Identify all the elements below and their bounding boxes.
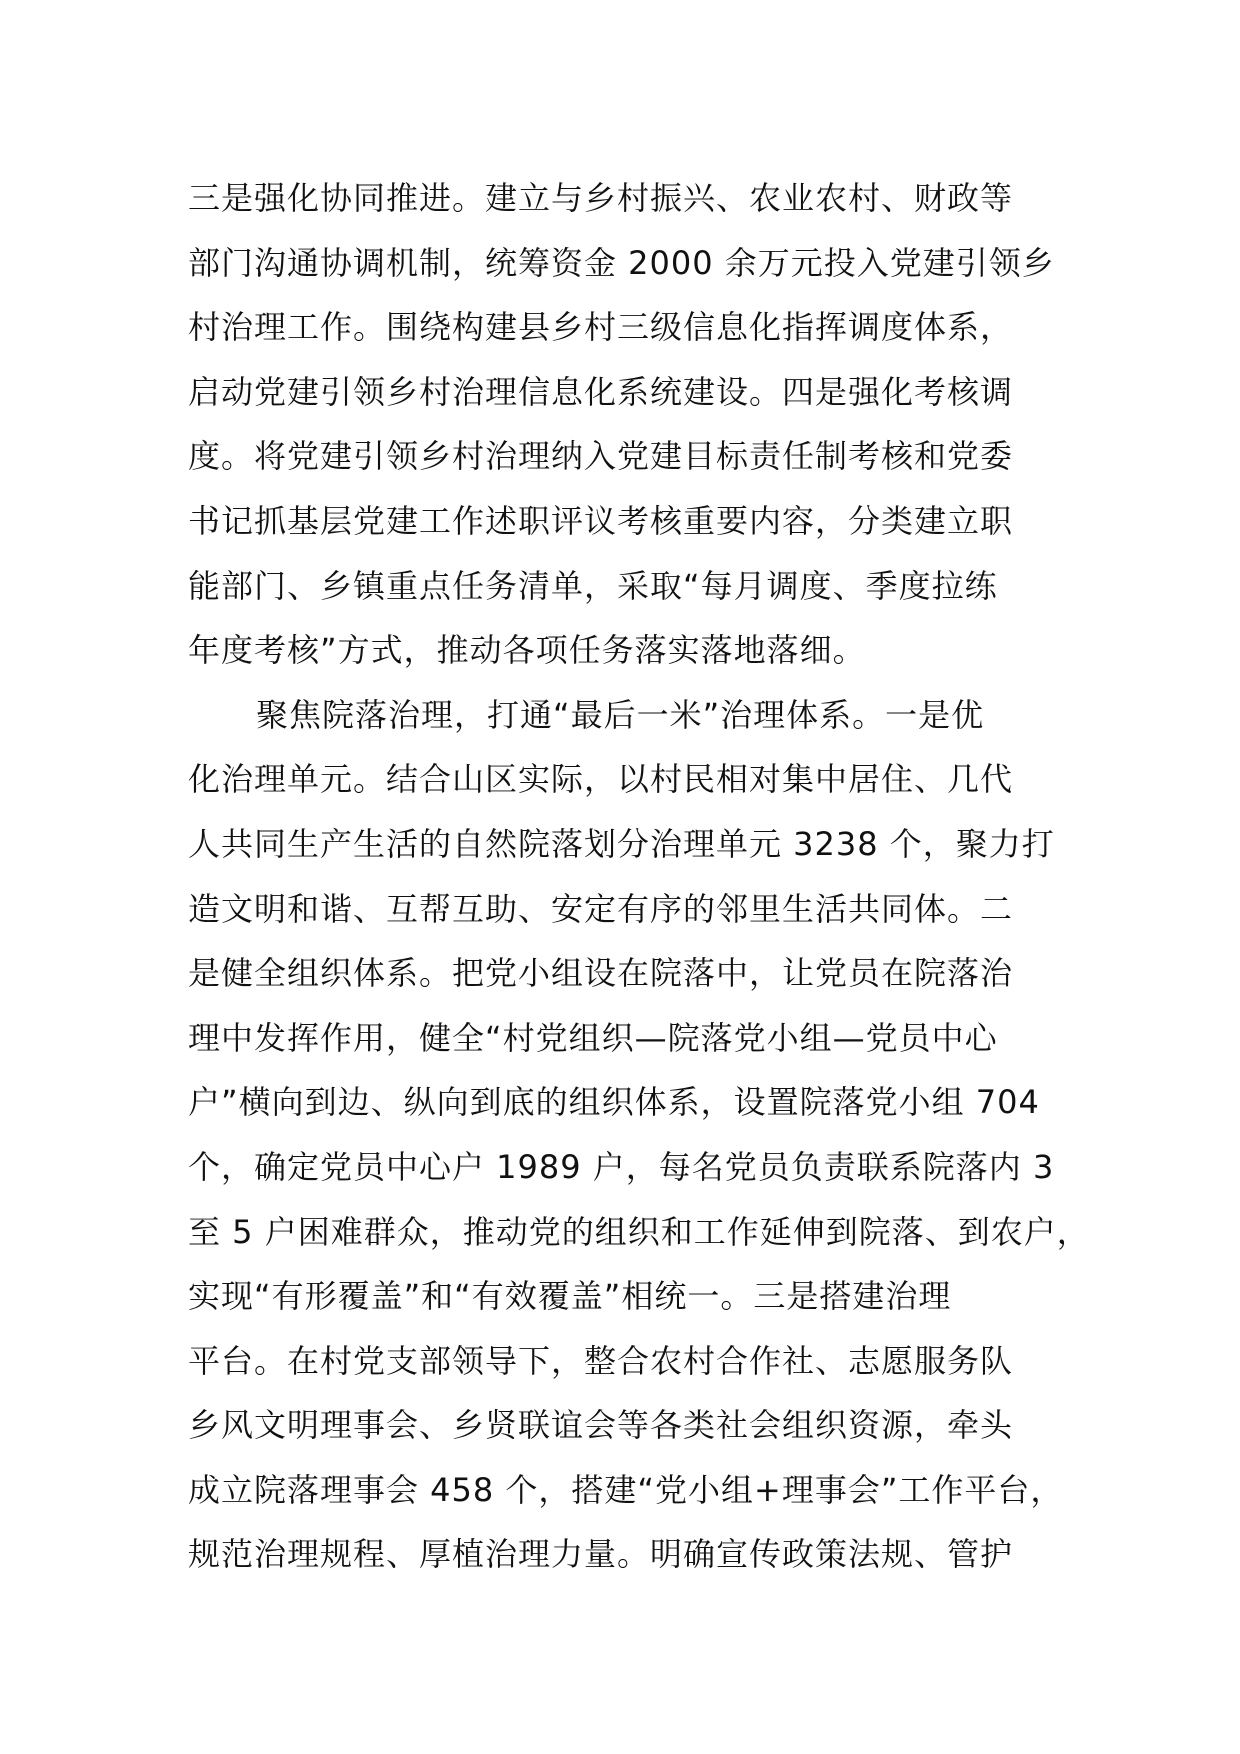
text-line: 书记抓基层党建工作述职评议考核重要内容，分类建立职 [188,501,1014,540]
text-line: 造文明和谐、互帮互助、安定有序的邻里生活共同体。二 [188,889,1014,928]
text-line: 是健全组织体系。把党小组设在院落中，让党员在院落治 [188,954,1014,993]
body-text [188,166,1090,1587]
text-line: 三是强化协同推进。建立与乡村振兴、农业农村、财政等 [188,179,1014,217]
text-line: 平台。在村党支部领导下，整合农村合作社、志愿服务队 [188,1341,1014,1380]
text-line: 年度考核”方式，推动各项任务落实落地落细。 [188,631,866,670]
text-line: 实现“有形覆盖”和“有效覆盖”相统一。三是搭建治理 [188,1277,952,1316]
text-line: 个，确定党员中心户 1989 户，每名党员负责联系院落内 3 [188,1147,1055,1186]
paragraph-heading-line: 聚焦院落治理，打通“最后一米”治理体系。一是优 [256,695,985,734]
text-line: 成立院落理事会 458 个，搭建“党小组+理事会”工作平台， [188,1470,1064,1509]
text-line: 乡风文明理事会、乡贤联谊会等各类社会组织资源，牵头 [188,1406,1014,1445]
text-line: 人共同生产生活的自然院落划分治理单元 3238 个，聚力打 [188,824,1055,863]
text-line: 能部门、乡镇重点任务清单，采取“每月调度、季度拉练 [188,566,998,605]
text-line: 理中发挥作用，健全“村党组织—院落党小组—党员中心 [188,1018,998,1057]
text-line: 至 5 户困难群众，推动党的组织和工作延伸到院落、到农户， [188,1212,1090,1251]
text-line: 村治理工作。围绕构建县乡村三级信息化指挥调度体系， [188,308,1014,347]
text-line: 部门沟通协调机制，统筹资金 2000 余万元投入党建引领乡 [188,243,1055,282]
text-line: 规范治理规程、厚植治理力量。明确宣传政策法规、管护 [188,1535,1014,1574]
text-line: 启动党建引领乡村治理信息化系统建设。四是强化考核调 [188,372,1014,411]
text-line: 户”横向到边、纵向到底的组织体系，设置院落党小组 704 [188,1083,1040,1122]
text-line: 度。将党建引领乡村治理纳入党建目标责任制考核和党委 [188,437,1014,476]
text-line: 化治理单元。结合山区实际，以村民相对集中居住、几代 [188,760,1014,799]
